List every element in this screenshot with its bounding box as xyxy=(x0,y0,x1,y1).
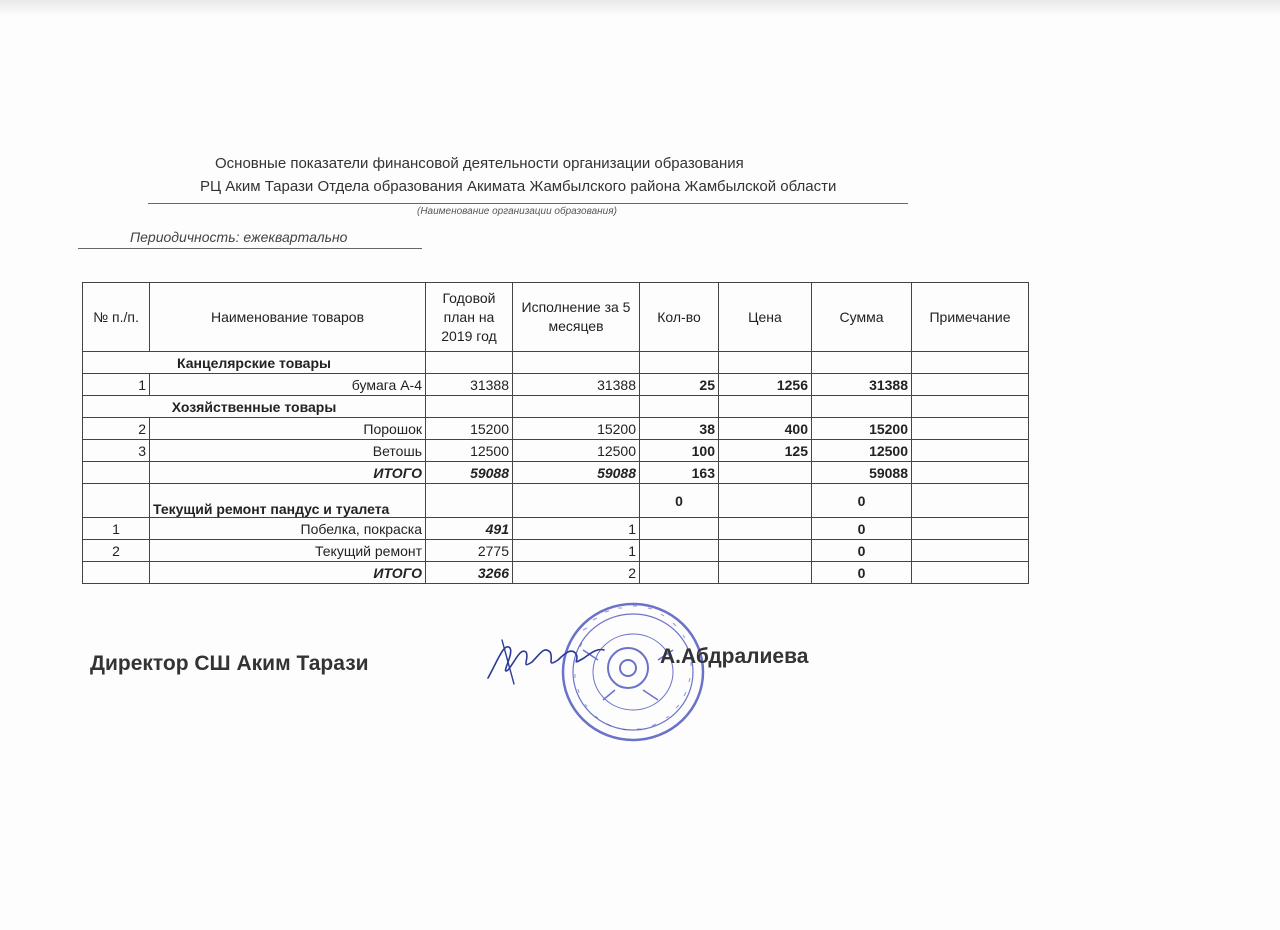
row-price: 400 xyxy=(719,418,812,440)
row-note xyxy=(912,374,1029,396)
row-plan: 31388 xyxy=(426,374,513,396)
header-qty: Кол-во xyxy=(640,283,719,352)
row-num: 1 xyxy=(83,374,150,396)
header-sum: Сумма xyxy=(812,283,912,352)
row-name: Текущий ремонт xyxy=(150,540,426,562)
total-qty: 163 xyxy=(640,462,719,484)
row-num: 2 xyxy=(83,540,150,562)
header-name: Наименование товаров xyxy=(150,283,426,352)
row-exec: 1 xyxy=(513,540,640,562)
row-exec: 12500 xyxy=(513,440,640,462)
organization-name: РЦ Аким Тарази Отдела образования Акимата Жамбылского района Жамбылской области xyxy=(200,178,837,195)
scan-edge xyxy=(0,0,1280,16)
header-plan: Годовой план на 2019 год xyxy=(426,283,513,352)
row-qty: 100 xyxy=(640,440,719,462)
section-qty: 0 xyxy=(640,484,719,518)
row-sum: 12500 xyxy=(812,440,912,462)
table-row xyxy=(83,518,1029,540)
total-row xyxy=(83,562,1029,584)
row-name: бумага А-4 xyxy=(150,374,426,396)
table-header-row xyxy=(83,283,1029,352)
table-row xyxy=(83,440,1029,462)
row-plan: 15200 xyxy=(426,418,513,440)
total-label: ИТОГО xyxy=(150,462,426,484)
row-price: 1256 xyxy=(719,374,812,396)
row-price: 125 xyxy=(719,440,812,462)
section-label: Канцелярские товары xyxy=(83,352,426,374)
row-plan: 12500 xyxy=(426,440,513,462)
total-sum: 0 xyxy=(812,562,912,584)
director-label: Директор СШ Аким Тарази xyxy=(90,652,369,675)
total-sum: 59088 xyxy=(812,462,912,484)
periodicity-label: Периодичность: ежеквартально xyxy=(130,229,348,245)
row-plan: 2775 xyxy=(426,540,513,562)
section-row-household xyxy=(83,396,1029,418)
header-num: № п./п. xyxy=(83,283,150,352)
financial-table xyxy=(82,282,1029,584)
organization-underline xyxy=(148,203,908,204)
row-num: 1 xyxy=(83,518,150,540)
row-exec: 1 xyxy=(513,518,640,540)
section-row-office xyxy=(83,352,1029,374)
row-name: Порошок xyxy=(150,418,426,440)
section-row-repair xyxy=(83,484,1029,518)
table-row xyxy=(83,540,1029,562)
document-title: Основные показатели финансовой деятельности организации образования xyxy=(215,155,744,172)
total-plan: 3266 xyxy=(426,562,513,584)
row-exec: 31388 xyxy=(513,374,640,396)
organization-caption: (Наименование организации образования) xyxy=(417,206,617,217)
total-row xyxy=(83,462,1029,484)
total-label: ИТОГО xyxy=(150,562,426,584)
total-exec: 59088 xyxy=(513,462,640,484)
table-row xyxy=(83,418,1029,440)
row-note xyxy=(912,440,1029,462)
signature xyxy=(480,630,620,690)
total-plan: 59088 xyxy=(426,462,513,484)
director-name: А.Абдралиева xyxy=(660,645,809,668)
row-qty: 38 xyxy=(640,418,719,440)
total-exec: 2 xyxy=(513,562,640,584)
row-qty: 25 xyxy=(640,374,719,396)
row-sum: 15200 xyxy=(812,418,912,440)
row-note xyxy=(912,418,1029,440)
row-plan: 491 xyxy=(426,518,513,540)
section-label: Текущий ремонт пандус и туалета xyxy=(150,484,426,518)
row-sum: 0 xyxy=(812,518,912,540)
row-sum: 31388 xyxy=(812,374,912,396)
row-sum: 0 xyxy=(812,540,912,562)
periodicity-underline xyxy=(78,248,422,249)
table-row xyxy=(83,374,1029,396)
row-num: 3 xyxy=(83,440,150,462)
row-exec: 15200 xyxy=(513,418,640,440)
row-num: 2 xyxy=(83,418,150,440)
section-label: Хозяйственные товары xyxy=(83,396,426,418)
row-name: Ветошь xyxy=(150,440,426,462)
header-note: Примечание xyxy=(912,283,1029,352)
row-name: Побелка, покраска xyxy=(150,518,426,540)
section-sum: 0 xyxy=(812,484,912,518)
header-price: Цена xyxy=(719,283,812,352)
header-exec: Исполнение за 5 месяцев xyxy=(513,283,640,352)
